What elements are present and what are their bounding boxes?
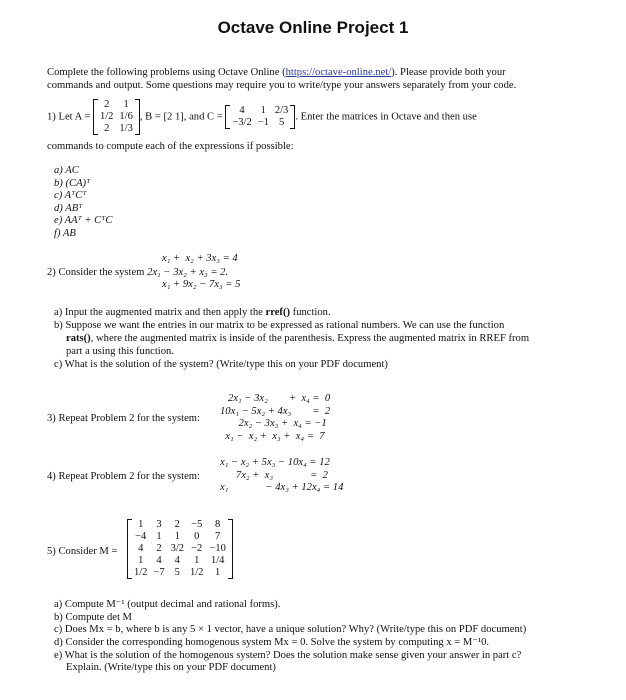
p4-label: 4) Repeat Problem 2 for the system:: [47, 471, 200, 482]
p4-eq2: 7x₂ + x₃ = 2: [220, 469, 328, 481]
p5-part-a: a) Compute M⁻¹ (output decimal and rational forms).: [54, 599, 281, 610]
matrix-c: [225, 105, 295, 129]
matrix-m-cell: 1: [215, 567, 221, 578]
p2-eq2: 2x₁ − 3x₂ + x₃ = 2.: [147, 267, 229, 278]
p1-after: . Enter the matrices in Octave and then use: [295, 111, 477, 123]
matrix-c-row: [229, 117, 291, 129]
p1-line-2: commands to compute each of the expressions if possible:: [47, 141, 294, 152]
matrix-c-cell: 5: [278, 117, 285, 128]
p5-part-b: b) Compute det M: [54, 612, 132, 623]
matrix-m-wrap: [127, 519, 233, 579]
matrix-m-cell: 3: [156, 519, 162, 530]
p2-eq3: x₁ + 9x₂ − 7x₃ = 5: [162, 279, 241, 290]
matrix-m-cell: 1/2: [190, 567, 204, 578]
p2-label-row: [47, 266, 228, 279]
p3-system: [220, 393, 330, 443]
matrix-m-cell: 0: [194, 531, 200, 542]
intro-line-2: commands and output. Some questions may require you to write/type your answers separately from your code.: [47, 80, 517, 91]
problem-1: [47, 99, 477, 135]
matrix-m-cell: −7: [153, 567, 165, 578]
p1-item-e: e) AAᵀ + CᵀC: [54, 215, 113, 226]
matrix-a-cell: 1/2: [100, 111, 114, 122]
matrix-c-cell: −1: [257, 117, 269, 128]
rref-command: rref(): [265, 307, 291, 318]
p2-label: 2) Consider the system: [47, 267, 145, 278]
p3-eq1: 2x₁ − 3x₂ + x₄ = 0: [220, 393, 331, 404]
p1-label: 1) Let A =: [47, 111, 91, 123]
matrix-m-cell: 7: [215, 531, 221, 542]
matrix-a-row: [97, 99, 136, 111]
p4-eq1: x₁ − x₂ + 5x₃ − 10x₄ = 12: [220, 457, 330, 468]
matrix-m-cell: 5: [174, 567, 180, 578]
matrix-m-cell: 4: [156, 555, 162, 566]
p2-part-b-3: part a using this function.: [66, 346, 174, 357]
matrix-a-cell: 1/3: [119, 123, 133, 134]
matrix-m-cell: 8: [215, 519, 221, 530]
p1-items: [54, 165, 112, 240]
p2-a-text: a) Input the augmented matrix and then apply the: [54, 307, 266, 318]
p3-label: 3) Repeat Problem 2 for the system:: [47, 413, 200, 424]
p1-item-d: d) ABᵀ: [54, 202, 83, 214]
p2-system: [162, 253, 238, 266]
p3-eq2: 10x₁ − 5x₂ + 4x₃ = 2: [220, 405, 331, 417]
p2-system-3: [162, 279, 240, 292]
rats-command: rats(): [66, 333, 91, 344]
intro-text: Complete the following problems using Octave Online (: [47, 67, 286, 78]
matrix-m-row: [131, 543, 229, 555]
matrix-a-row: [97, 111, 136, 123]
p5-part-d: d) Consider the corresponding homogenous system Mx = 0. Solve the system by computing x = M⁻¹0.: [54, 637, 490, 648]
matrix-m-cell: 2: [156, 543, 162, 554]
p3-eq4: x₁ − x₂ + x₃ + x₄ = 7: [220, 430, 325, 442]
matrix-a-cell: 2: [104, 123, 110, 134]
matrix-c-cell: 4: [239, 105, 245, 116]
matrix-m-cell: 3/2: [170, 543, 185, 554]
matrix-m-cell: 4: [174, 555, 180, 566]
matrix-m-cell: 1: [156, 531, 162, 542]
matrix-a: [93, 99, 140, 135]
matrix-c-cell: 2/3: [274, 105, 289, 116]
matrix-m-cell: 1: [194, 555, 200, 566]
p2-part-b-2: [66, 332, 529, 345]
page-title: Octave Online Project 1: [217, 18, 409, 37]
matrix-m-cell: 1: [138, 519, 144, 530]
matrix-m-cell: 4: [138, 543, 144, 554]
matrix-c-row: [229, 105, 291, 117]
matrix-m-row: [131, 531, 229, 543]
matrix-a-row: [97, 123, 136, 135]
intro-text-2: ). Please provide both your: [391, 67, 506, 78]
matrix-c-cell: 1: [260, 105, 266, 116]
octave-link[interactable]: https://octave-online.net/: [285, 67, 392, 78]
p2-part-a: [54, 306, 331, 319]
matrix-m-row: [131, 555, 229, 567]
p1-item-c: c) AᵀCᵀ: [54, 190, 87, 201]
matrix-m-row: [131, 567, 229, 579]
p2-part-c: c) What is the solution of the system? (Write/type this on your PDF document): [54, 359, 388, 370]
p5-part-e-2: Explain. (Write/type this on your PDF document): [66, 662, 276, 673]
p5-part-e-1: e) What is the solution of the homogenous system? Does the solution make sense given your answer in part c?: [54, 650, 522, 661]
matrix-m-cell: −4: [135, 531, 147, 542]
matrix-m-cell: 1/4: [210, 555, 225, 566]
matrix-m-row: [131, 519, 229, 531]
matrix-a-cell: 1/6: [119, 111, 133, 122]
p4-eq3: x₁ − 4x₃ + 12x₄ = 14: [220, 482, 344, 493]
p2-a-post: function.: [290, 307, 331, 318]
p1-item-f: f) AB: [54, 227, 76, 239]
matrix-m-cell: 2: [174, 519, 180, 530]
matrix-m-cell: −10: [209, 543, 226, 554]
matrix-m-cell: 1: [174, 531, 180, 542]
p1-item-a: a) AC: [54, 165, 79, 176]
matrix-c-cell: −3/2: [232, 117, 252, 128]
p3-eq3: 2x₂ − 3x₃ + x₄ = −1: [220, 418, 327, 429]
p5-label: 5) Consider M =: [47, 546, 118, 557]
p2-b-text: , where the augmented matrix is inside of the parenthesis. Express the augmented matrix in RREF from: [90, 333, 530, 344]
matrix-m-cell: 1: [138, 555, 144, 566]
p2-eq1: x₁ + x₂ + 3x₃ = 4: [162, 253, 238, 264]
matrix-a-cell: 1: [123, 99, 129, 110]
p1-item-b: b) (CA)ᵀ: [54, 177, 91, 189]
p5-part-c: c) Does Mx = b, where b is any 5 × 1 vector, have a unique solution? Why? (Write/type this on PDF document): [54, 624, 527, 635]
matrix-m: [127, 519, 233, 579]
p4-system: [220, 457, 343, 495]
p2-part-b-1: b) Suppose we want the entries in our matrix to be expressed as rational numbers. We can use the function: [54, 320, 505, 331]
matrix-m-cell: −2: [191, 543, 203, 554]
matrix-a-cell: 2: [104, 99, 110, 110]
matrix-m-cell: −5: [191, 519, 203, 530]
matrix-m-cell: 1/2: [134, 567, 148, 578]
intro-line-1: [47, 66, 506, 79]
p1-b-text: , B = [2 1], and C =: [139, 111, 223, 123]
